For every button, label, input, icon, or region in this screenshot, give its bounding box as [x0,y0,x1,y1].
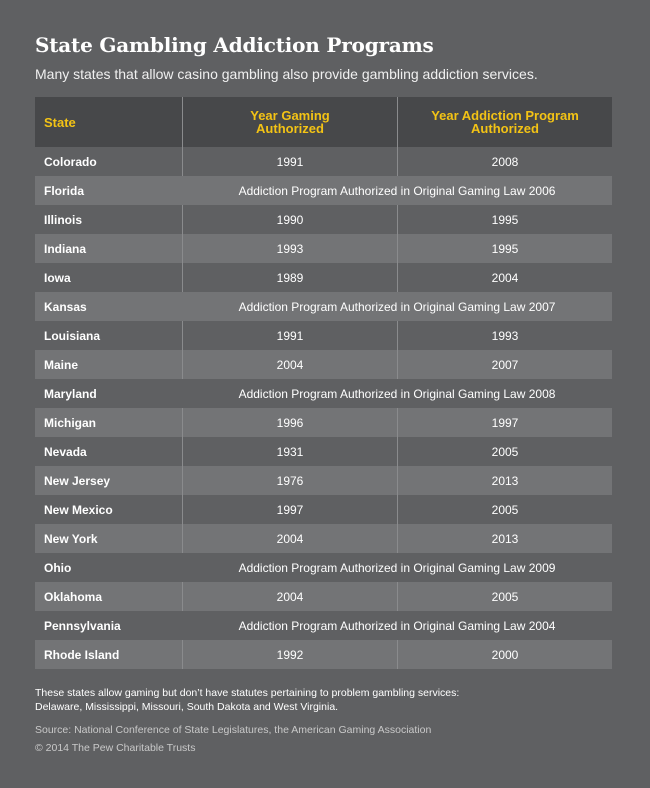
cell-state: Michigan [44,415,97,430]
cell-year-addiction: 2005 [397,437,612,466]
cell-state: Illinois [44,212,83,227]
cell-note: Addiction Program Authorized in Original Gaming Law 2006 [238,183,556,198]
cell-year-addiction: 1995 [397,205,612,234]
table-row [35,495,612,524]
cell-state: Rhode Island [44,647,120,662]
cell-year-gaming: 2004 [182,524,397,553]
header-year-gaming [182,97,397,147]
cell-year-addiction: 1997 [397,408,612,437]
cell-year-addiction: 2004 [397,263,612,292]
footnote-line-1: These states allow gaming but don’t have statutes pertaining to problem gambling services: [35,687,460,699]
table-row [35,437,612,466]
header-year-gaming-line2: Authorized [256,121,324,136]
page-subtitle: Many states that allow casino gambling also provide gambling addiction services. [35,66,538,82]
cell-year-gaming: 1997 [182,495,397,524]
cell-year-gaming: 1996 [182,408,397,437]
cell-state: Ohio [44,560,72,575]
cell-year-addiction: 2013 [397,524,612,553]
table-row [35,582,612,611]
cell-year-gaming: 1991 [182,321,397,350]
cell-note: Addiction Program Authorized in Original Gaming Law 2007 [238,299,556,314]
table-row [35,379,612,408]
cell-state: New Mexico [44,502,113,517]
cell-year-addiction: 1993 [397,321,612,350]
cell-year-addiction: 1995 [397,234,612,263]
cell-state: Louisiana [44,328,101,343]
table-row [35,205,612,234]
source-text: Source: National Conference of State Legislatures, the American Gaming Association [35,724,432,736]
table-row [35,263,612,292]
cell-state: Maryland [44,386,97,401]
cell-year-gaming: 1931 [182,437,397,466]
cell-state: New Jersey [44,473,111,488]
cell-state: Maine [44,357,79,372]
cell-state: Kansas [44,299,87,314]
cell-state: Florida [44,183,85,198]
cell-state: Pennsylvania [44,618,121,633]
table-body [35,147,612,669]
cell-note: Addiction Program Authorized in Original Gaming Law 2009 [238,560,556,575]
cell-state: Indiana [44,241,87,256]
cell-year-addiction: 2005 [397,495,612,524]
cell-year-gaming: 1991 [182,147,397,176]
cell-year-addiction: 2008 [397,147,612,176]
table-row [35,321,612,350]
table-row [35,553,612,582]
cell-year-gaming: 2004 [182,582,397,611]
table-row [35,176,612,205]
cell-state: New York [44,531,98,546]
cell-year-addiction: 2007 [397,350,612,379]
cell-year-gaming: 1992 [182,640,397,669]
cell-year-gaming: 1993 [182,234,397,263]
cell-state: Colorado [44,154,97,169]
cell-year-addiction: 2005 [397,582,612,611]
footnote-line-2: Delaware, Mississippi, Missouri, South Dakota and West Virginia. [35,701,339,713]
header-year-addiction-line2: Authorized [471,121,539,136]
cell-state: Iowa [44,270,71,285]
copyright-text: © 2014 The Pew Charitable Trusts [35,742,196,754]
footnote [35,686,459,714]
table-row [35,147,612,176]
programs-table [35,97,612,669]
cell-year-gaming: 2004 [182,350,397,379]
cell-year-addiction: 2000 [397,640,612,669]
cell-state: Nevada [44,444,87,459]
table-row [35,408,612,437]
cell-year-gaming: 1976 [182,466,397,495]
table-row [35,611,612,640]
cell-note: Addiction Program Authorized in Original Gaming Law 2008 [238,386,556,401]
table-row [35,466,612,495]
cell-year-addiction: 2013 [397,466,612,495]
table-row [35,350,612,379]
table-row [35,524,612,553]
table-row [35,292,612,321]
table-header [35,97,612,147]
header-year-addiction [397,97,612,147]
table-row [35,640,612,669]
cell-note: Addiction Program Authorized in Original Gaming Law 2004 [238,618,556,633]
header-year-gaming-line1: Year Gaming [250,108,330,123]
cell-year-gaming: 1989 [182,263,397,292]
table-row [35,234,612,263]
cell-state: Oklahoma [44,589,103,604]
header-year-addiction-line1: Year Addiction Program [431,108,579,123]
cell-year-gaming: 1990 [182,205,397,234]
page-title: State Gambling Addiction Programs [35,33,434,57]
header-state: State [44,114,76,130]
